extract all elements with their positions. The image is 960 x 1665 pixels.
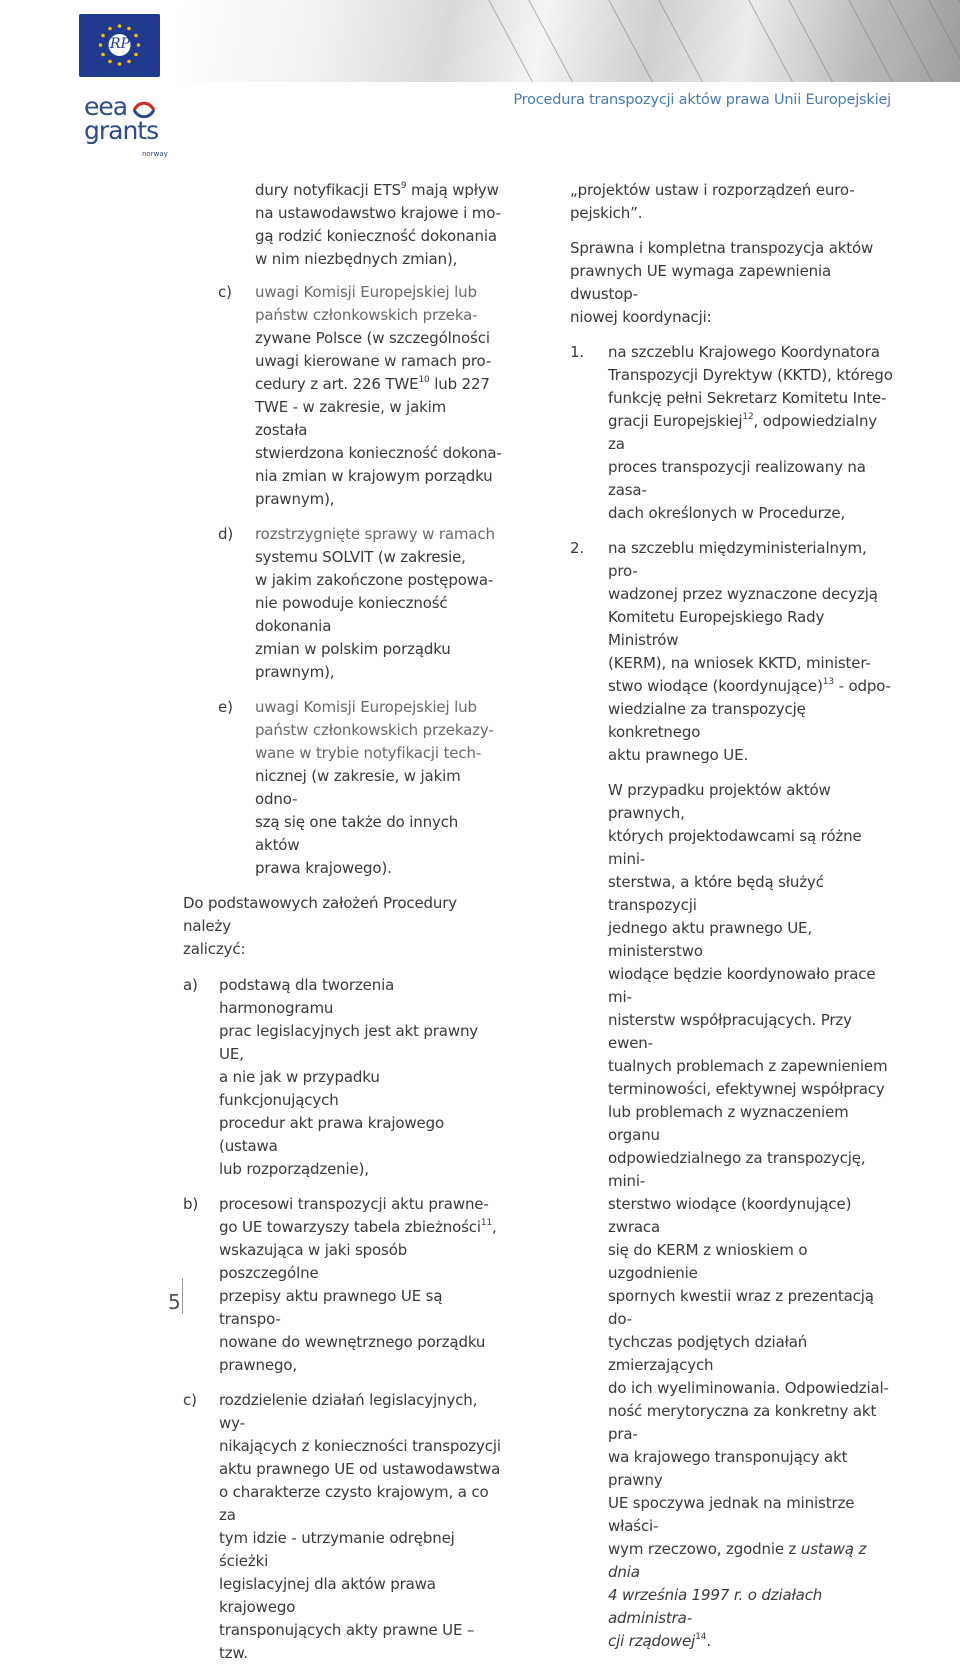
intro-line-1: na ustawodawstwo krajowe i mo- (255, 204, 501, 222)
intro-continuation (183, 179, 503, 271)
para1-line-2: niowej koordynacji: (570, 308, 712, 326)
item-d-line-2: w jakim zakończone postępowa- (255, 571, 494, 589)
item-e-line-0: uwagi Komisji Europejskiej lub (255, 698, 477, 716)
item1-line-2: funkcję pełni Sekretarz Komitetu Inte- (608, 389, 887, 407)
item2-line-0: na szczeblu międzyministerialnym, pro- (608, 539, 867, 580)
item-a2-line-2: a nie jak w przypadku funkcjonujących (219, 1068, 380, 1109)
para1-line-0: Sprawna i kompletna transpozycja aktów (570, 239, 874, 257)
item-b2-line-2: wskazująca w jaki sposób poszczególne (219, 1241, 408, 1282)
list-item-b2 (183, 1193, 503, 1377)
item-c2-line-3: o charakterze czysto krajowym, a co za (219, 1483, 489, 1524)
eea-logo-line1: eea (84, 92, 128, 121)
item-d-line-0: rozstrzygnięte sprawy w ramach (255, 525, 495, 543)
item-c2-line-5: legislacyjnej dla aktów prawa krajowego (219, 1575, 436, 1616)
item-c-line-2: zywane Polsce (w szczególności (255, 329, 490, 347)
item-c-line-1: państw członkowskich przeka- (255, 306, 478, 324)
item-b2-line-1b: , (492, 1218, 497, 1236)
para2-line-13: tychczas podjętych działań zmierzających (608, 1333, 808, 1374)
intro-line-3: w nim niezbędnych zmian), (255, 250, 458, 268)
list-label-2: 2. (570, 539, 585, 557)
para2-italic-2: 4 września 1997 r. o działach administra- (608, 1586, 823, 1627)
para2-line-8: lub problemach z wyznaczeniem organu (608, 1103, 849, 1144)
item-c-line-4: cedury z art. 226 TWE (255, 375, 419, 393)
item-c2-line-0: rozdzielenie działań legislacyjnych, wy- (219, 1391, 478, 1432)
list-item-c2 (183, 1389, 503, 1665)
page-number: 5 (168, 1290, 181, 1314)
item2-line-1: wadzonej przez wyznaczone decyzją (608, 585, 878, 603)
intro-line-2: gą rodzić konieczność dokonania (255, 227, 497, 245)
item1-line-5: dach określonych w Procedurze, (608, 504, 846, 522)
footnote-ref-11: 11 (480, 1218, 493, 1228)
para2-line-7: terminowości, efektywnej współpracy (608, 1080, 885, 1098)
eea-grants-logo (84, 92, 166, 162)
item-b2-line-0: procesowi transpozycji aktu prawne- (219, 1195, 489, 1213)
list-item-e (183, 696, 503, 880)
footnote-ref-9: 9 (400, 181, 407, 191)
item-d-line-1: systemu SOLVIT (w zakresie, (255, 548, 466, 566)
para2-line-5: nisterstw współpracujących. Przy ewen- (608, 1011, 852, 1052)
item2-line-6: aktu prawnego UE. (608, 746, 749, 764)
list-item-1 (570, 341, 895, 525)
para2-italic-1: ustawą z dnia (608, 1540, 867, 1581)
quote-line-1: pejskich”. (570, 204, 643, 222)
list-item-2 (570, 537, 895, 767)
item-a2-line-3: procedur akt prawa krajowego (ustawa (219, 1114, 444, 1155)
basic-line-0: Do podstawowych założeń Procedury należy (183, 894, 457, 935)
para2-line-16: wa krajowego transponujący akt prawny (608, 1448, 848, 1489)
item-d-line-4: zmian w polskim porządku (255, 640, 451, 658)
item-c-line-0: uwagi Komisji Europejskiej lub (255, 283, 477, 301)
paragraph-1 (570, 237, 895, 329)
list-label-1: 1. (570, 343, 585, 361)
para2-line-10: sterstwo wiodące (koordynujące) zwraca (608, 1195, 852, 1236)
list-label-e: e) (218, 698, 233, 716)
list-label-c: c) (218, 283, 232, 301)
quote-line-0: „projektów ustaw i rozporządzeń euro- (570, 181, 855, 199)
item-c-line-8: prawnym), (255, 490, 335, 508)
list-item-d (183, 523, 503, 684)
footnote-ref-12: 12 (742, 412, 754, 422)
item-d-line-5: prawnym), (255, 663, 335, 681)
para2-line-6: tualnych problemach z zapewnieniem (608, 1057, 888, 1075)
list-item-c (183, 281, 503, 511)
footnote-ref-14: 14 (695, 1632, 707, 1642)
item-c-line-3: uwagi kierowane w ramach pro- (255, 352, 492, 370)
item-a2-line-1: prac legislacyjnych jest akt prawny UE, (219, 1022, 479, 1063)
item-e-line-1: państw członkowskich przekazy- (255, 721, 494, 739)
footer-rule (182, 1278, 183, 1314)
para2-line-11: się do KERM z wnioskiem o uzgodnienie (608, 1241, 808, 1282)
basic-line-1: zaliczyć: (183, 940, 246, 958)
item-a2-line-0: podstawą dla tworzenia harmonogramu (219, 976, 395, 1017)
item-e-line-3: nicznej (w zakresie, w jakim odno- (255, 767, 461, 808)
left-column (183, 179, 503, 1665)
paragraph-2 (570, 779, 895, 1653)
list-label-d: d) (218, 525, 234, 543)
item1-line-0: na szczeblu Krajowego Koordynatora (608, 343, 880, 361)
item-c-line-4b: lub 227 (429, 375, 490, 393)
item-d-line-3: nie powoduje konieczność dokonania (255, 594, 448, 635)
intro-line-0b: mają wpływ (406, 181, 499, 199)
item1-line-1: Transpozycji Dyrektyw (KKTD), którego (608, 366, 893, 384)
item-b2-line-5: prawnego, (219, 1356, 298, 1374)
para2-line-3: jednego aktu prawnego UE, ministerstwo (608, 919, 812, 960)
item-c-line-5: TWE - w zakresie, w jakim została (255, 398, 447, 439)
footnote-ref-13: 13 (822, 677, 834, 687)
list-item-a2 (183, 974, 503, 1181)
item-b2-line-3: przepisy aktu prawnego UE są transpo- (219, 1287, 443, 1328)
footnote-ref-10: 10 (418, 375, 430, 385)
item-c-line-7: nia zmian w krajowym porządku (255, 467, 493, 485)
item-b2-line-1: go UE towarzyszy tabela zbieżności (219, 1218, 481, 1236)
right-column (570, 179, 895, 1653)
item-c2-line-6: transponujących akty prawne UE – tzw. (219, 1621, 475, 1662)
header-photo (183, 0, 960, 82)
para2-line-4: wiodące będzie koordynowało prace mi- (608, 965, 876, 1006)
list-label-b2: b) (183, 1195, 199, 1213)
item1-line-3: gracji Europejskiej (608, 412, 743, 430)
eu-flag-logo (79, 14, 160, 77)
eu-flag-initials: RP (110, 36, 130, 52)
item2-line-2: Komitetu Europejskiego Rady Ministrów (608, 608, 825, 649)
item-c2-line-1: nikających z konieczności transpozycji (219, 1437, 501, 1455)
item-b2-line-4: nowane do wewnętrznego porządku (219, 1333, 486, 1351)
para2-line-9: odpowiedzialnego za transpozycję, mini- (608, 1149, 866, 1190)
item-c-line-6: stwierdzona konieczność dokona- (255, 444, 502, 462)
item-e-line-4: szą się one także do innych aktów (255, 813, 459, 854)
item1-line-3b: , odpowiedzialny za (608, 412, 878, 453)
item2-line-4b: - odpo- (833, 677, 891, 695)
para2-end: . (706, 1632, 711, 1650)
quote-block (570, 179, 895, 225)
eea-logo-line3: norway (142, 150, 168, 158)
para2-line-12: spornych kwestii wraz z prezentacją do- (608, 1287, 874, 1328)
item-a2-line-4: lub rozporządzenie), (219, 1160, 369, 1178)
running-header: Procedura transpozycji aktów prawa Unii Europejskiej (513, 92, 891, 108)
para2-line-17: UE spoczywa jednak na ministrze właści- (608, 1494, 855, 1535)
para2-line-0: W przypadku projektów aktów prawnych, (608, 781, 831, 822)
item-e-line-5: prawa krajowego). (255, 859, 392, 877)
para2-line-2: sterstwa, a które będą służyć transpozycji (608, 873, 824, 914)
para2-line-18: wym rzeczowo, zgodnie z (608, 1540, 801, 1558)
para1-line-1: prawnych UE wymaga zapewnienia dwustop- (570, 262, 832, 303)
list-label-a2: a) (183, 976, 198, 994)
item1-line-4: proces transpozycji realizowany na zasa- (608, 458, 866, 499)
para2-line-14: do ich wyeliminowania. Odpowiedzial- (608, 1379, 889, 1397)
item-c2-line-2: aktu prawnego UE od ustawodawstwa (219, 1460, 501, 1478)
item-c2-line-4: tym idzie - utrzymanie odrębnej ścieżki (219, 1529, 455, 1570)
item-e-line-2: wane w trybie notyfikacji tech- (255, 744, 482, 762)
basic-assumptions-intro (183, 892, 503, 961)
item2-line-5: wiedzialne za transpozycję konkretnego (608, 700, 806, 741)
item2-line-4: stwo wiodące (koordynujące) (608, 677, 823, 695)
intro-line-0: dury notyfikacji ETS (255, 181, 401, 199)
para2-italic-3: cji rządowej (608, 1632, 696, 1650)
para2-line-15: ność merytoryczna za konkretny akt pra- (608, 1402, 877, 1443)
eea-logo-line2: grants (84, 116, 159, 145)
item2-line-3: (KERM), na wniosek KKTD, minister- (608, 654, 871, 672)
list-label-c2: c) (183, 1391, 197, 1409)
para2-line-1: których projektodawcami są różne mini- (608, 827, 862, 868)
